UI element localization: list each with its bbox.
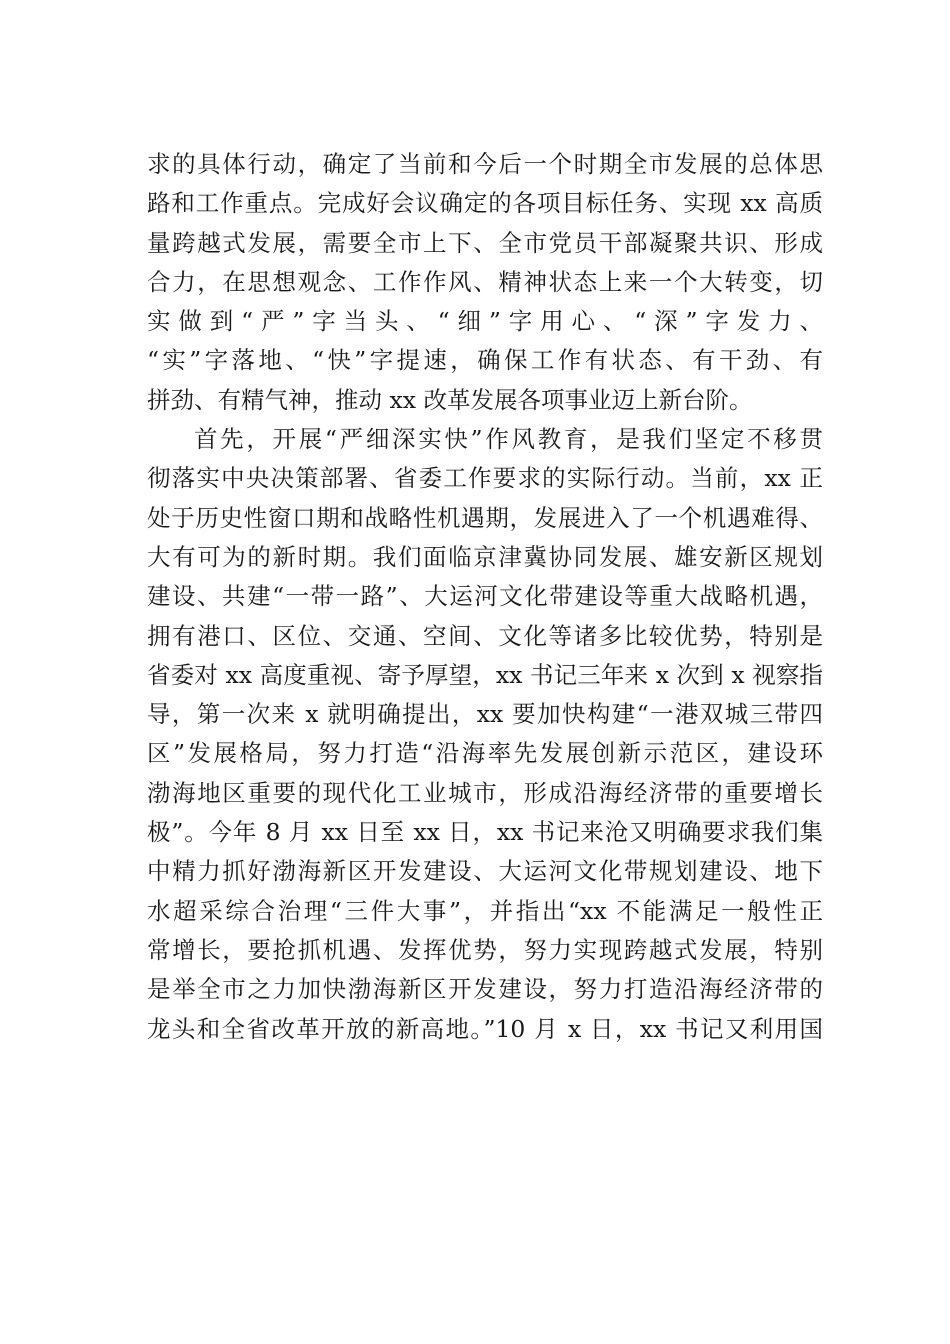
- text-line: 渤海地区重要的现代化工业城市，形成沿海经济带的重要增长: [147, 778, 823, 807]
- text-line: 量跨越式发展，需要全市上下、全市党员干部凝聚共识、形成: [147, 228, 823, 257]
- text-line: 水超采综合治理“三件大事”，并指出“xx 不能满足一般性正: [147, 896, 823, 925]
- text-line: 区”发展格局，努力打造“沿海率先发展创新示范区，建设环: [147, 739, 823, 768]
- body-text: [147, 145, 823, 1049]
- text-line: “实”字落地、“快”字提速，确保工作有状态、有干劲、有: [147, 346, 823, 375]
- text-line: 极”。今年 8 月 xx 日至 xx 日，xx 书记来沧又明确要求我们集: [147, 818, 823, 847]
- text-line: 常增长，要抢抓机遇、发挥优势，努力实现跨越式发展，特别: [147, 935, 823, 964]
- paragraph-2: [147, 420, 823, 1049]
- text-line: 是举全市之力加快渤海新区开发建设，努力打造沿海经济带的: [147, 975, 823, 1004]
- text-line: 省委对 xx 高度重视、寄予厚望，xx 书记三年来 x 次到 x 视察指: [147, 660, 823, 689]
- paragraph-1: [147, 145, 823, 420]
- text-line: 处于历史性窗口期和战略性机遇期，发展进入了一个机遇难得、: [147, 503, 823, 532]
- text-line: 彻落实中央决策部署、省委工作要求的实际行动。当前，xx 正: [147, 464, 823, 493]
- text-line: 拥有港口、区位、交通、空间、文化等诸多比较优势，特别是: [147, 621, 823, 650]
- text-line: 合力，在思想观念、工作作风、精神状态上来一个大转变，切: [147, 267, 823, 296]
- text-line: 导，第一次来 x 就明确提出，xx 要加快构建“一港双城三带四: [147, 700, 823, 729]
- text-line: 求的具体行动，确定了当前和今后一个时期全市发展的总体思: [147, 150, 823, 178]
- text-line: 龙头和全省改革开放的新高地。”10 月 x 日，xx 书记又利用国: [147, 1014, 823, 1043]
- text-line: 首先，开展“严细深实快”作风教育，是我们坚定不移贯: [194, 425, 823, 454]
- text-line: 拼劲、有精气神，推动 xx 改革发展各项事业迈上新台阶。: [147, 385, 753, 414]
- text-line: 中精力抓好渤海新区开发建设、大运河文化带规划建设、地下: [147, 857, 823, 886]
- text-line: 建设、共建“一带一路”、大运河文化带建设等重大战略机遇，: [147, 582, 823, 611]
- text-line: 大有可为的新时期。我们面临京津冀协同发展、雄安新区规划: [147, 542, 823, 571]
- text-line: 实做到“严”字当头、“细”字用心、“深”字发力、: [147, 307, 823, 336]
- text-line: 路和工作重点。完成好会议确定的各项目标任务、实现 xx 高质: [147, 189, 823, 218]
